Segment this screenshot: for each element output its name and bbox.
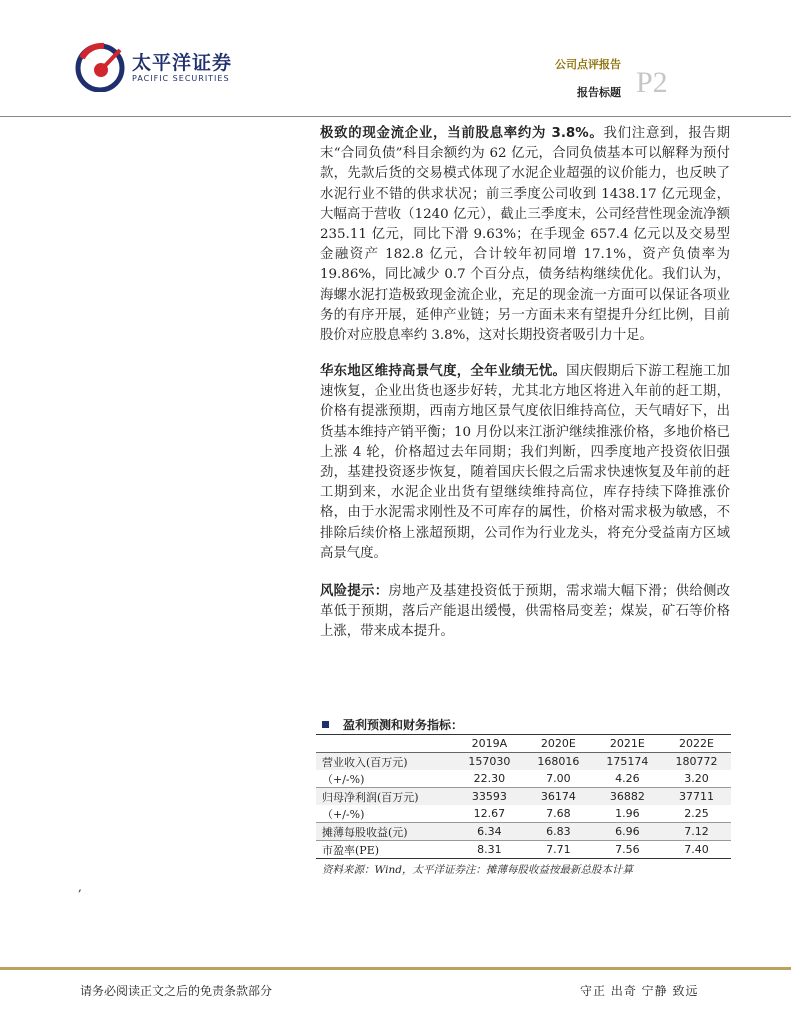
paragraph-lead: 华东地区维持高景气度，全年业绩无忧。 [320, 364, 567, 379]
table-header-row [316, 735, 731, 753]
table-cell: 175174 [593, 753, 662, 771]
table-cell: 7.12 [662, 823, 731, 841]
table-header-cell: 2021E [593, 735, 662, 753]
paragraph-cash-flow [320, 124, 730, 346]
row-label: 营业收入(百万元) [316, 753, 455, 771]
table-cell: 6.96 [593, 823, 662, 841]
paragraph-text: 房地产及基建投资低于预期，需求端大幅下滑；供给侧改革低于预期，落后产能退出缓慢，供需格局变差；煤炭，矿石等价格上涨，带来成本提升。 [320, 584, 731, 640]
table-cell: 7.40 [662, 841, 731, 859]
paragraph-text: 国庆假期后下游工程施工加速恢复，企业出货也逐步好转，尤其北方地区将进入年前的赶工期，价格有提涨预期，西南方地区景气度依旧维持高位，天气晴好下，出货基本维持产销平衡；10 月份以来江浙沪继续推涨价格，多地价格已上涨 4 轮，价格超过去年同期；我们判断，四季度地产投资依旧强劲，基建投资逐步恢复，随着国庆长假之后需求快速恢复及年前的赶工期到来，水泥企业出货有望继续维持高位，库存持续下降推涨价格，由于水泥需求刚性及不可库存的属性，价格对需求极为敏感，不排除后续价格上涨超预期，公司作为行业龙头，将充分受益南方区域高景气度。 [320, 364, 730, 561]
table-cell: 3.20 [684, 772, 709, 785]
table-cell: 6.34 [455, 823, 524, 841]
row-label: 市盈率(PE) [316, 841, 455, 859]
table-cell: 37711 [662, 788, 731, 806]
row-label: 归母净利润(百万元) [316, 788, 455, 806]
table-cell: 7.56 [593, 841, 662, 859]
stray-mark: , [78, 880, 82, 894]
table-row [316, 805, 731, 823]
table-cell: 2.25 [684, 807, 709, 820]
table-cell: 8.31 [455, 841, 524, 859]
table-header-cell: 2020E [524, 735, 593, 753]
table-cell: 6.83 [524, 823, 593, 841]
table-row [316, 841, 731, 859]
paragraph-lead: 极致的现金流企业，当前股息率约为 3.8%。 [320, 126, 604, 141]
table-cell: 7.71 [524, 841, 593, 859]
logo-english-name: PACIFIC SECURITIES [132, 74, 230, 83]
table-cell: 1.96 [615, 807, 640, 820]
footer-motto: 守正 出奇 宁静 致远 [580, 984, 699, 998]
table-cell: 33593 [455, 788, 524, 806]
report-type: 公司点评报告 [555, 58, 621, 71]
table-cell: 12.67 [473, 807, 506, 820]
header-divider [0, 116, 791, 117]
company-logo [74, 40, 234, 96]
table-header-cell [316, 735, 455, 753]
table-cell: 168016 [524, 753, 593, 771]
row-label: （+/-%) [322, 772, 365, 786]
table-cell: 22.30 [473, 772, 506, 785]
logo-chinese-name: 太平洋证券 [132, 52, 233, 74]
table-row [316, 770, 731, 788]
square-bullet-icon [322, 721, 329, 728]
financial-table [316, 734, 731, 859]
footer-disclaimer: 请务必阅读正文之后的免责条款部分 [80, 984, 273, 998]
table-source-note: 资料来源：Wind，太平洋证券注：摊薄每股收益按最新总股本计算 [322, 864, 633, 876]
page-number: P2 [636, 66, 668, 99]
row-label: （+/-%) [322, 807, 365, 821]
table-row [316, 753, 731, 771]
table-cell: 157030 [455, 753, 524, 771]
row-label: 摊薄每股收益(元) [316, 823, 455, 841]
paragraph-lead: 风险提示： [320, 584, 389, 599]
paragraph-east-china [320, 362, 730, 564]
table-cell: 36882 [593, 788, 662, 806]
table-header-cell: 2019A [455, 735, 524, 753]
paragraph-risk [320, 582, 730, 643]
report-title: 报告标题 [577, 86, 621, 99]
table-row [316, 788, 731, 806]
table-cell: 36174 [524, 788, 593, 806]
footer-divider [0, 967, 791, 970]
table-cell: 180772 [662, 753, 731, 771]
pacific-securities-logo-icon [74, 40, 126, 92]
table-cell: 7.68 [546, 807, 571, 820]
table-title: 盈利预测和财务指标： [322, 716, 463, 733]
paragraph-text: 我们注意到，报告期末“合同负债”科目余额约为 62 亿元，合同负债基本可以解释为预付款，先款后货的交易模式体现了水泥企业超强的议价能力，也反映了水泥行业不错的供求状况；前三季度公司收到 1438.17 亿元现金，大幅高于营收（1240 亿元），截止三季度末，公司经营性现金流净额 235.11 亿元，同比下滑 9.63%；在手现金 657.4 亿元以及交易型金融资产 182.8 亿元，合计较年初同增 17.1%，资产负债率为 19.86%，同比减少 0.7 个百分点，债务结构继续优化。我们认为，海螺水泥打造极致现金流企业，充足的现金流一方面可以保证各项业务的有序开展，延伸产业链；另一方面未来有望提升分红比例，目前股价对应股息率约 3.8%，这对长期投资者吸引力十足。 [320, 126, 730, 344]
table-header-cell: 2022E [662, 735, 731, 753]
table-cell: 4.26 [615, 772, 640, 785]
table-row [316, 823, 731, 841]
table-cell: 7.00 [546, 772, 571, 785]
